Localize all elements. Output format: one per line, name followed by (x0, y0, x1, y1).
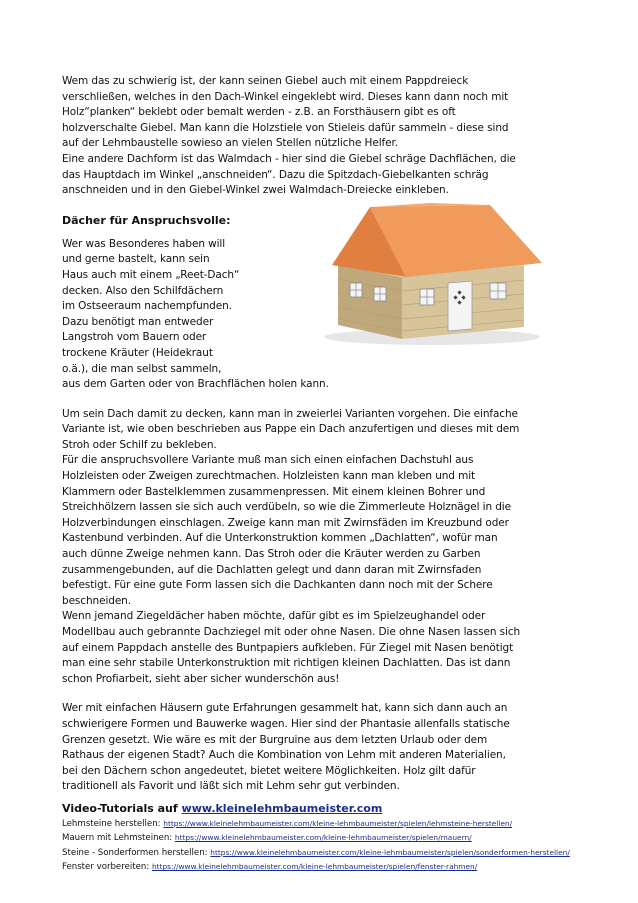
video-link-item (62, 846, 582, 861)
video-link[interactable]: https://www.kleinelehmbaumeister.com/kleine-lehmbaumeister/spielen/mauern/ (174, 833, 472, 843)
text-line: trockene Kräuter (Heidekraut (62, 346, 213, 359)
video-link[interactable]: https://www.kleinelehmbaumeister.com/kleine-lehmbaumeister/spielen/lehmsteine-herstellen/ (163, 818, 513, 828)
text-line: Kastenbund verbinden. Auf die Unterkonstruktion kommen „Dachlatten“, wofür man (62, 532, 498, 545)
text-line: Wer mit einfachen Häusern gute Erfahrungen gesammelt hat, kann sich dann auch an (62, 702, 508, 715)
text-line: verschließen, welches in den Dach-Winkel eingeklebt wird. Dieses kann dann noch mit (62, 90, 509, 103)
text-line: Holzverbindungen einschlagen. Zweige kann man mit Zwirnsfäden im Kreuzbund oder (62, 516, 509, 529)
text-line: das Hauptdach im Winkel „anschneiden“. Dazu die Spitzdach-Giebelkanten schräg (62, 168, 489, 181)
body-paragraph-2 (62, 407, 582, 688)
text-line: Langstroh vom Bauern oder (62, 331, 207, 344)
video-link-label: Mauern mit Lehmsteinen: (62, 833, 173, 844)
video-link-label: Lehmsteine herstellen: (62, 818, 161, 829)
text-line: Streichhölzern lassen sie sich auch verdübeln, so wie die Zimmerleute Holznägel in die (62, 501, 511, 514)
text-line: o.ä.), die man selbst sammeln, (62, 362, 222, 375)
text-line: auf einem Pappdach anstelle des Buntpapiers aufkleben. Für Ziegel mit Nasen benötigt (62, 641, 514, 654)
text-line: Eine andere Dachform ist das Walmdach - hier sind die Giebel schräge Dachflächen, die (62, 152, 516, 165)
text-line: und gerne bastelt, kann sein (62, 253, 210, 266)
video-link-label: Steine - Sonderformen herstellen: (62, 847, 208, 858)
video-tutorials-heading (62, 801, 582, 817)
video-link-label: Fenster vorbereiten: (62, 862, 150, 873)
text-line: Für die anspruchsvollere Variante muß man sich einen einfachen Dachstuhl aus (62, 454, 474, 467)
text-line: schwierigere Formen und Bauwerke wagen. Hier sind der Phantasie allenfalls statische (62, 717, 510, 730)
video-heading-text: Video-Tutorials auf (62, 801, 178, 815)
text-line: schon Profiarbeit, sieht aber sicher wunderschön aus! (62, 672, 340, 685)
text-line: im Ostseeraum nachempfunden. (62, 300, 232, 313)
video-link-item (62, 817, 582, 832)
section-with-image (62, 213, 582, 393)
text-line: auf der Lehmbaustelle sowieso an vielen Stellen nützliche Helfer. (62, 137, 398, 150)
text-line: aus dem Garten oder von Brachflächen holen kann. (62, 378, 329, 391)
text-line: man eine sehr stabile Unterkonstruktion mit richtigen kleinen Dachlatten. Das ist dann (62, 657, 511, 670)
text-line: Wem das zu schwierig ist, der kann seinen Giebel auch mit einem Pappdreieck (62, 75, 469, 87)
text-line: Klammern oder Bastelklemmen zusammenpressen. Mit einem kleinen Bohrer und (62, 485, 486, 498)
text-line: beschneiden. (62, 594, 131, 607)
text-line: Wenn jemand Ziegeldächer haben möchte, dafür gibt es im Spielzeughandel oder (62, 610, 486, 623)
text-line: traditionell als Favorit und läßt sich mit Lehm sehr gut verbinden. (62, 780, 400, 793)
video-links-list (62, 817, 582, 875)
document-page (62, 74, 582, 875)
text-line: bei den Dächern schon angedeutet, bietet weitere Möglichkeiten. Holz gilt dafür (62, 764, 476, 777)
text-line: Modellbau auch gebrannte Dachziegel mit oder ohne Nasen. Die ohne Nasen lassen sich (62, 626, 521, 638)
text-line: decken. Also den Schilfdächern (62, 284, 224, 297)
text-line: Variante ist, wie oben beschrieben aus Pappe ein Dach anzufertigen und dieses mit dem (62, 423, 520, 436)
text-line: Stroh oder Schilf zu bekleben. (62, 438, 217, 451)
text-line: holzverschalte Giebel. Man kann die Holzstiele von Stieleis dafür sammeln - diese sind (62, 121, 509, 134)
text-line: Grenzen gesetzt. Wie wäre es mit der Burgruine aus dem letzten Urlaub oder dem (62, 733, 488, 746)
text-line: Rathaus der eigenen Stadt? Auch die Kombination von Lehm mit anderen Materialien, (62, 749, 506, 762)
video-link[interactable]: https://www.kleinelehmbaumeister.com/kleine-lehmbaumeister/spielen/fenster-rahmen/ (151, 862, 478, 872)
body-paragraph-3 (62, 701, 582, 795)
text-line: Dazu benötigt man entweder (62, 315, 214, 328)
text-line: Holzleisten oder Zweigen zurechtmachen. Holzleisten kann man kleben und mit (62, 470, 476, 483)
text-line: zusammengebunden, auf die Dachlatten gelegt und dann daran mit Zwirnsfaden (62, 563, 482, 576)
site-link[interactable]: www.kleinelehmbaumeister.com (181, 801, 383, 815)
text-line: Holz“planken“ beklebt oder bemalt werden - z.B. an Forsthäusern gibt es oft (62, 106, 456, 119)
text-line: auch dünne Zweige nehmen kann. Das Stroh oder die Kräuter werden zu Garben (62, 548, 481, 561)
text-line: Um sein Dach damit zu decken, kann man in zweierlei Varianten vorgehen. Die einfache (62, 407, 518, 420)
text-line: Wer was Besonderes haben will (62, 237, 226, 250)
video-link-item (62, 860, 582, 875)
text-line: befestigt. Für eine gute Form lassen sich die Dachkanten dann noch mit der Schere (62, 579, 493, 592)
video-link-item (62, 831, 582, 846)
clay-house-photo (310, 199, 546, 349)
section-heading: Dächer für Anspruchsvolle: (62, 213, 231, 227)
intro-paragraph (62, 74, 582, 199)
text-line: anschneiden und in den Giebel-Winkel zwei Walmdach-Dreiecke einkleben. (62, 184, 449, 197)
text-line: Haus auch mit einem „Reet-Dach“ (62, 268, 240, 281)
video-link[interactable]: https://www.kleinelehmbaumeister.com/kleine-lehmbaumeister/spielen/sonderformen-herstellen/ (210, 847, 570, 857)
